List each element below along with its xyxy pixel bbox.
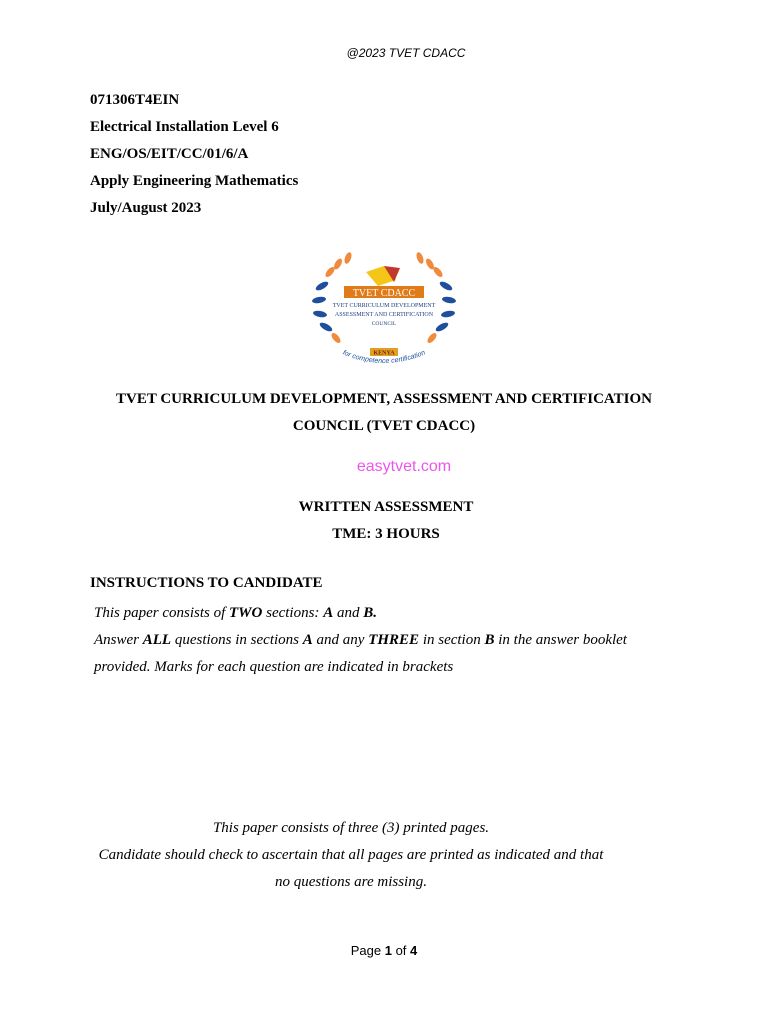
- emphasis: B: [484, 632, 495, 648]
- exam-session: July/August 2023: [90, 200, 202, 216]
- assessment-block: [186, 494, 586, 548]
- page-header: @2023 TVET CDACC: [346, 46, 466, 60]
- page-word: Page: [350, 943, 385, 958]
- instructions-body: [94, 600, 627, 681]
- logo-line-2: ASSESSMENT AND CERTIFICATION: [334, 312, 434, 318]
- pages-note-line-3: no questions are missing.: [275, 874, 427, 890]
- assessment-time: TME: 3 HOURS: [332, 526, 440, 542]
- text: questions in sections: [171, 632, 303, 648]
- assessment-title: WRITTEN ASSESSMENT: [298, 499, 474, 515]
- text: and any: [312, 632, 369, 648]
- page-total: 4: [410, 943, 418, 958]
- pages-note-line-2: Candidate should check to ascertain that all pages are printed as indicated and that: [98, 847, 604, 863]
- course-name: Electrical Installation Level 6: [90, 119, 279, 135]
- emphasis: A: [302, 632, 313, 648]
- text: in section: [419, 632, 485, 648]
- council-line-2: COUNCIL (TVET CDACC): [292, 418, 476, 434]
- page-of: of: [391, 943, 411, 958]
- logo-line-1: TVET CURRICULUM DEVELOPMENT: [332, 303, 436, 309]
- instruction-line-2: [94, 627, 627, 654]
- pages-note-line-1: This paper consists of three (3) printed pages.: [212, 820, 490, 836]
- page-current: 1: [384, 943, 392, 958]
- text: and: [333, 605, 364, 621]
- text: in the answer booklet: [494, 632, 627, 648]
- emphasis: THREE: [368, 632, 420, 648]
- instruction-line-3: provided. Marks for each question are indicated in brackets: [94, 659, 454, 675]
- watermark: easytvet.com: [356, 458, 452, 475]
- logo-country: KENYA: [373, 350, 395, 357]
- emphasis: A: [323, 605, 334, 621]
- unit-code: ENG/OS/EIT/CC/01/6/A: [90, 146, 249, 162]
- paper-meta: [90, 90, 298, 225]
- emphasis: ALL: [142, 632, 172, 648]
- logo-line-3: COUNCIL: [371, 321, 397, 327]
- logo-banner: TVET CDACC: [352, 288, 416, 299]
- council-line-1: TVET CURRICULUM DEVELOPMENT, ASSESSMENT AND CERTIFICATION: [116, 391, 652, 407]
- text: Answer: [94, 632, 143, 648]
- unit-title: Apply Engineering Mathematics: [90, 173, 299, 189]
- emphasis: B.: [363, 605, 377, 621]
- text: sections:: [262, 605, 324, 621]
- instructions-title: INSTRUCTIONS TO CANDIDATE: [90, 575, 323, 591]
- pages-note: [92, 815, 610, 896]
- paper-code: 071306T4EIN: [90, 92, 180, 108]
- page-number: [0, 943, 768, 958]
- emphasis: TWO: [229, 605, 263, 621]
- council-name: [100, 386, 668, 440]
- instruction-line-1: [94, 600, 627, 627]
- tvet-cdacc-logo: [310, 250, 458, 372]
- text: This paper consists of: [94, 605, 230, 621]
- logo-motto: for competence certification: [341, 349, 427, 366]
